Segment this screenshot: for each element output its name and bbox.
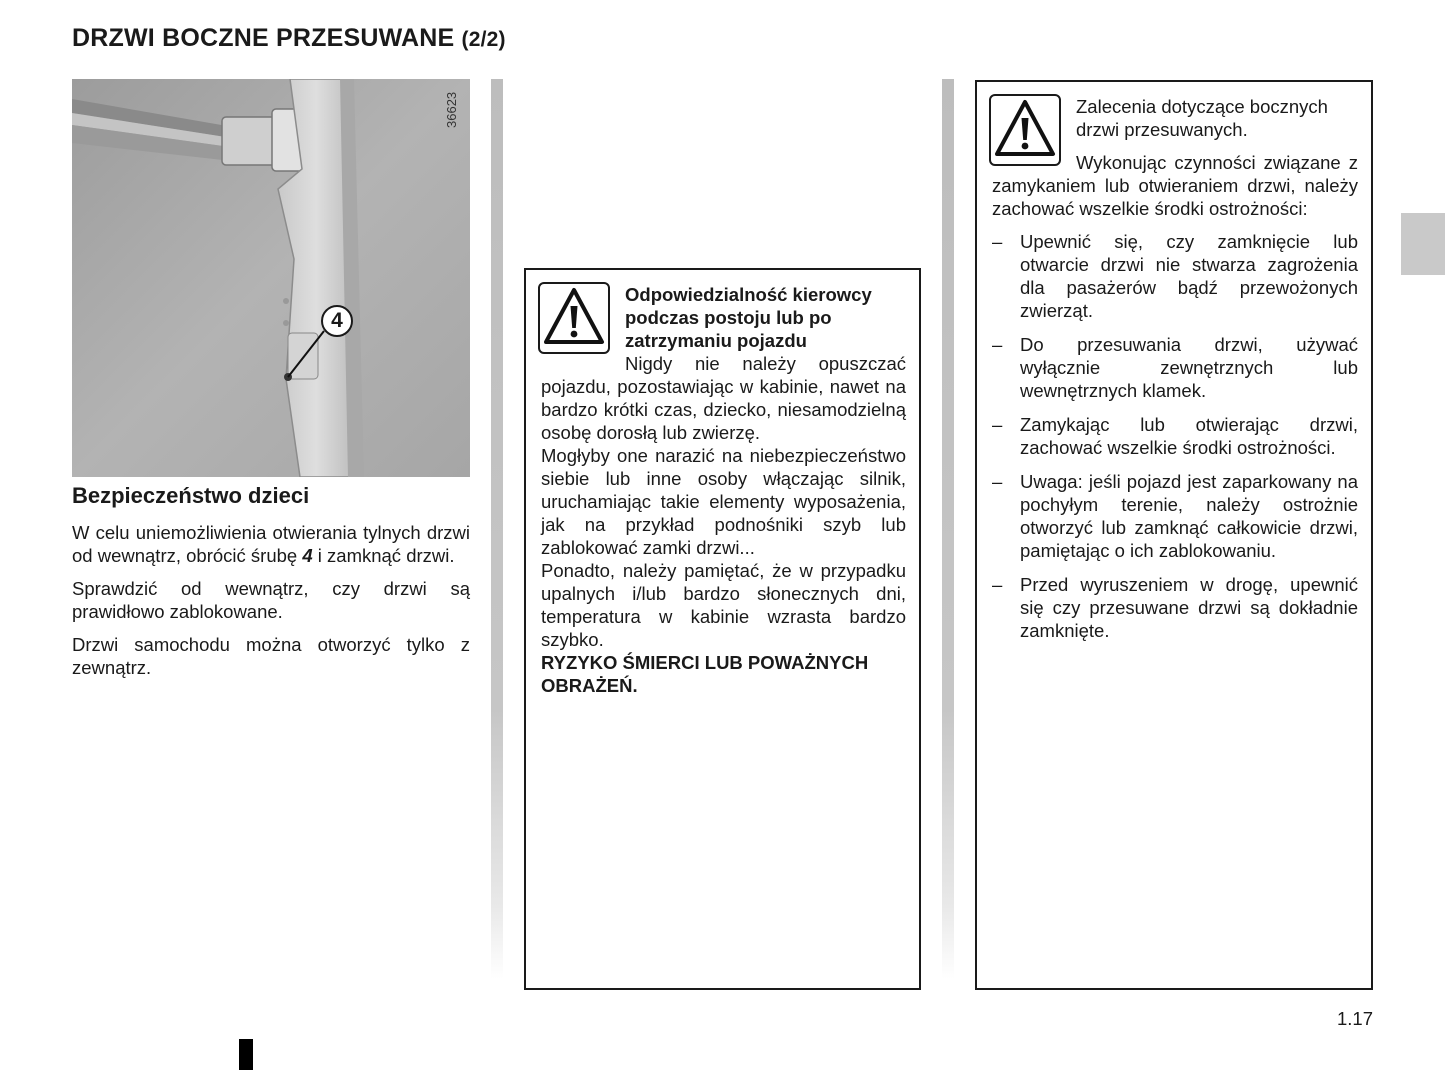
warning-content	[541, 283, 906, 697]
warning-box-driver-responsibility	[524, 268, 921, 990]
chapter-tab	[1401, 213, 1445, 275]
list-item-text: Przed wyruszeniem w drogę, upewnić się czy przesuwane drzwi są dokładnie zamknięte.	[1020, 574, 1358, 641]
precautions-list	[992, 230, 1358, 642]
warning-paragraph: Wykonując czynności związane z zamykaniem lub otwieraniem drzwi, należy zachować wszelkie środki ostrożności:	[992, 152, 1358, 219]
dash-bullet: –	[992, 334, 1003, 355]
warning-paragraph: Ponadto, należy pamiętać, że w przypadku upalnych i/lub bardzo słonecznych dni, temperatura w kabinie wzrasta bardzo szybko.	[541, 560, 906, 650]
print-marker	[239, 1039, 253, 1070]
list-item	[992, 470, 1358, 562]
page-title	[72, 24, 506, 53]
dash-bullet: –	[992, 574, 1003, 595]
list-item	[992, 573, 1358, 642]
section-heading: Bezpieczeństwo dzieci	[72, 483, 310, 508]
page-title-suffix: (2/2)	[461, 28, 506, 51]
screw-reference: 4	[302, 545, 313, 566]
list-item-text: Zamykając lub otwierając drzwi, zachować wszelkie środki ostrożności.	[1020, 414, 1358, 458]
dash-bullet: –	[992, 414, 1003, 435]
dash-bullet: –	[992, 231, 1003, 252]
para1-after: i zamknąć drzwi.	[312, 545, 455, 566]
column-divider	[491, 79, 503, 979]
list-item-text: Do przesuwania drzwi, używać wyłącznie zewnętrznych lub wewnętrznych klamek.	[1020, 334, 1358, 401]
page-number: 1.17	[1336, 1008, 1373, 1029]
para1-before: W celu uniemożliwienia otwierania tylnych drzwi od wewnątrz, obrócić śrubę	[72, 522, 470, 566]
dash-bullet: –	[992, 471, 1003, 492]
paragraph	[72, 521, 470, 567]
door-lock-photo	[72, 79, 470, 477]
page-title-text: DRZWI BOCZNE PRZESUWANE	[72, 24, 455, 52]
warning-paragraph: Nigdy nie należy opuszczać pojazdu, pozostawiając w kabinie, nawet na bardzo krótki czas, dziecko, niesamodzielną osobę dorosłą lub zwierzę.	[541, 353, 906, 443]
warning-intro: Zalecenia dotyczące bocznych drzwi przesuwanych.	[1076, 96, 1328, 140]
column-divider	[942, 79, 954, 979]
image-number: 36623	[444, 91, 459, 129]
danger-statement: RYZYKO ŚMIERCI LUB POWAŻNYCH OBRAŻEŃ.	[541, 652, 869, 696]
list-item	[992, 333, 1358, 402]
list-item-text: Uwaga: jeśli pojazd jest zaparkowany na pochyłym terenie, należy ostrożnie otworzyć lub zamknąć całkowicie drzwi, pamiętając o ich zablokowaniu.	[1020, 471, 1358, 561]
paragraph: Sprawdzić od wewnątrz, czy drzwi są prawidłowo zablokowane.	[72, 578, 470, 622]
list-item-text: Upewnić się, czy zamknięcie lub otwarcie drzwi nie stwarza zagrożenia dla pasażerów bądź przewożonych zwierząt.	[1020, 231, 1358, 321]
warning-content	[992, 95, 1358, 653]
list-item	[992, 413, 1358, 459]
list-item	[992, 230, 1358, 322]
callout-label: 4	[321, 305, 353, 337]
warning-box-sliding-doors	[975, 80, 1373, 990]
warning-heading: Odpowiedzialność kierowcy podczas postoju lub po zatrzymaniu pojazdu	[625, 284, 872, 351]
left-column-text	[72, 521, 470, 689]
warning-paragraph: Mogłyby one narazić na niebezpieczeństwo siebie lub inne osoby włączając silnik, uruchamiając takie elementy wyposażenia, jak na przykład podnośniki szyb lub zablokować zamki drzwi...	[541, 445, 906, 558]
door-illustration	[72, 79, 470, 477]
paragraph: Drzwi samochodu można otworzyć tylko z zewnątrz.	[72, 634, 470, 678]
